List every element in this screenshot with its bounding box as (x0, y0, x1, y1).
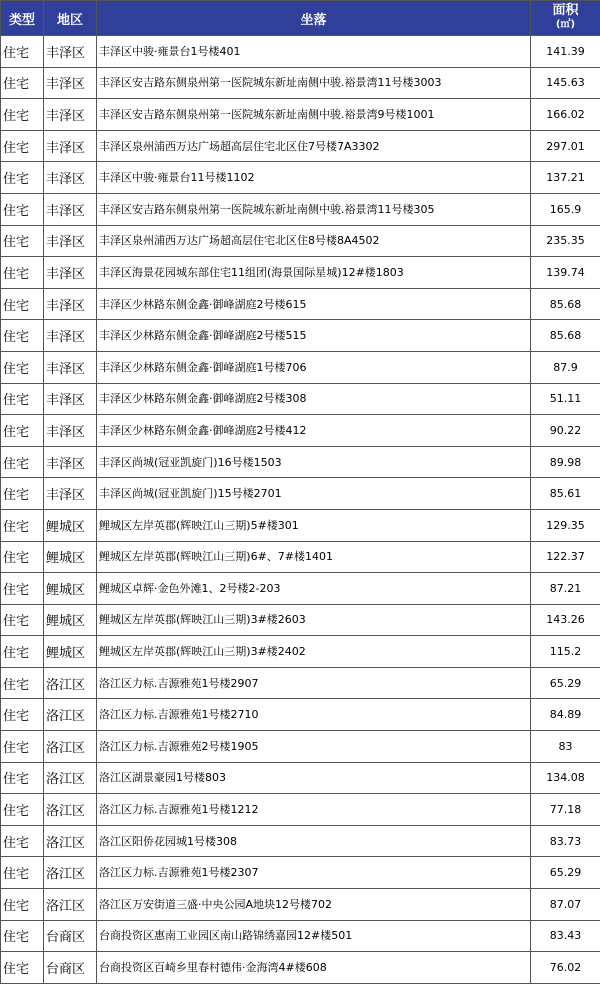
table-row (1, 794, 600, 826)
cell-location: 洛江区力标.吉源雅苑1号楼2710 (97, 699, 531, 731)
table-row (1, 162, 600, 194)
cell-location: 洛江区力标.吉源雅苑1号楼2907 (97, 667, 531, 699)
cell-location: 丰泽区泉州浦西万达广场超高层住宅北区住7号楼7A3302 (97, 130, 531, 162)
cell-type: 住宅 (1, 193, 44, 225)
cell-location: 鲤城区左岸英郡(辉映江山三期)3#楼2402 (97, 636, 531, 668)
cell-location: 鲤城区卓辉·金色外滩1、2号楼2-203 (97, 573, 531, 605)
cell-location: 洛江区力标.吉源雅苑2号楼1905 (97, 731, 531, 763)
cell-area: 65.29 (531, 667, 600, 699)
cell-district: 台商区 (44, 952, 97, 984)
cell-district: 洛江区 (44, 794, 97, 826)
cell-area: 122.37 (531, 541, 600, 573)
cell-location: 丰泽区泉州浦西万达广场超高层住宅北区住8号楼8A4502 (97, 225, 531, 257)
cell-location: 洛江区力标.吉源雅苑1号楼2307 (97, 857, 531, 889)
cell-district: 鲤城区 (44, 573, 97, 605)
table-row (1, 383, 600, 415)
cell-area: 143.26 (531, 604, 600, 636)
cell-area: 87.9 (531, 351, 600, 383)
cell-district: 丰泽区 (44, 288, 97, 320)
cell-district: 洛江区 (44, 825, 97, 857)
cell-district: 丰泽区 (44, 162, 97, 194)
header-location: 坐落 (97, 1, 531, 36)
cell-type: 住宅 (1, 573, 44, 605)
cell-district: 丰泽区 (44, 130, 97, 162)
cell-district: 洛江区 (44, 762, 97, 794)
cell-area: 51.11 (531, 383, 600, 415)
cell-area: 235.35 (531, 225, 600, 257)
header-type: 类型 (1, 1, 44, 36)
table-row (1, 257, 600, 289)
table-row (1, 573, 600, 605)
cell-location: 洛江区阳侨花园城1号楼308 (97, 825, 531, 857)
cell-area: 83 (531, 731, 600, 763)
table-row (1, 193, 600, 225)
cell-area: 89.98 (531, 446, 600, 478)
cell-area: 76.02 (531, 952, 600, 984)
cell-type: 住宅 (1, 225, 44, 257)
cell-type: 住宅 (1, 351, 44, 383)
table-row (1, 446, 600, 478)
cell-location: 丰泽区中骏·雍景台1号楼401 (97, 36, 531, 68)
table-row (1, 130, 600, 162)
cell-district: 丰泽区 (44, 257, 97, 289)
cell-district: 鲤城区 (44, 509, 97, 541)
cell-district: 丰泽区 (44, 225, 97, 257)
cell-area: 90.22 (531, 415, 600, 447)
cell-type: 住宅 (1, 699, 44, 731)
cell-area: 83.73 (531, 825, 600, 857)
cell-location: 台商投资区惠南工业园区南山路锦绣嘉园12#楼501 (97, 920, 531, 952)
cell-type: 住宅 (1, 130, 44, 162)
cell-location: 丰泽区尚城(冠亚凯旋门)16号楼1503 (97, 446, 531, 478)
cell-location: 台商投资区百崎乡里春村德伟·金海湾4#楼608 (97, 952, 531, 984)
cell-type: 住宅 (1, 794, 44, 826)
table-row (1, 36, 600, 68)
cell-area: 87.07 (531, 889, 600, 921)
cell-type: 住宅 (1, 478, 44, 510)
table-row (1, 478, 600, 510)
table-row (1, 952, 600, 984)
header-area-unit: (㎡) (533, 18, 598, 32)
cell-district: 洛江区 (44, 699, 97, 731)
cell-area: 77.18 (531, 794, 600, 826)
cell-location: 洛江区万安街道三盛·中央公园A地块12号楼702 (97, 889, 531, 921)
table-row (1, 604, 600, 636)
cell-district: 台商区 (44, 920, 97, 952)
cell-type: 住宅 (1, 67, 44, 99)
cell-district: 丰泽区 (44, 193, 97, 225)
table-row (1, 857, 600, 889)
cell-location: 鲤城区左岸英郡(辉映江山三期)6#、7#楼1401 (97, 541, 531, 573)
cell-area: 134.08 (531, 762, 600, 794)
cell-type: 住宅 (1, 509, 44, 541)
cell-district: 鲤城区 (44, 636, 97, 668)
cell-area: 141.39 (531, 36, 600, 68)
cell-district: 丰泽区 (44, 99, 97, 131)
table-row (1, 415, 600, 447)
cell-district: 丰泽区 (44, 67, 97, 99)
cell-location: 丰泽区少林路东侧金鑫·御峰湖庭1号楼706 (97, 351, 531, 383)
cell-district: 洛江区 (44, 731, 97, 763)
cell-location: 丰泽区安吉路东侧泉州第一医院城东新址南侧中骏.裕景湾11号楼305 (97, 193, 531, 225)
table-row (1, 351, 600, 383)
header-row (1, 1, 600, 36)
cell-area: 85.68 (531, 288, 600, 320)
cell-type: 住宅 (1, 541, 44, 573)
cell-district: 丰泽区 (44, 351, 97, 383)
cell-district: 丰泽区 (44, 383, 97, 415)
cell-location: 洛江区力标.吉源雅苑1号楼1212 (97, 794, 531, 826)
table-row (1, 636, 600, 668)
cell-location: 丰泽区安吉路东侧泉州第一医院城东新址南侧中骏.裕景湾11号楼3003 (97, 67, 531, 99)
cell-type: 住宅 (1, 952, 44, 984)
table-row (1, 699, 600, 731)
table-row (1, 920, 600, 952)
cell-type: 住宅 (1, 920, 44, 952)
cell-area: 145.63 (531, 67, 600, 99)
cell-district: 鲤城区 (44, 604, 97, 636)
table-row (1, 731, 600, 763)
cell-type: 住宅 (1, 762, 44, 794)
table-row (1, 825, 600, 857)
cell-area: 166.02 (531, 99, 600, 131)
cell-district: 洛江区 (44, 889, 97, 921)
cell-type: 住宅 (1, 889, 44, 921)
cell-area: 85.61 (531, 478, 600, 510)
header-district: 地区 (44, 1, 97, 36)
table-row (1, 667, 600, 699)
cell-type: 住宅 (1, 415, 44, 447)
cell-type: 住宅 (1, 667, 44, 699)
cell-area: 65.29 (531, 857, 600, 889)
table-row (1, 99, 600, 131)
table-row (1, 889, 600, 921)
table-row (1, 541, 600, 573)
cell-location: 丰泽区少林路东侧金鑫·御峰湖庭2号楼412 (97, 415, 531, 447)
header-area-label: 面积 (552, 3, 578, 18)
cell-area: 87.21 (531, 573, 600, 605)
cell-type: 住宅 (1, 288, 44, 320)
cell-location: 丰泽区尚城(冠亚凯旋门)15号楼2701 (97, 478, 531, 510)
table-row (1, 288, 600, 320)
cell-type: 住宅 (1, 36, 44, 68)
cell-type: 住宅 (1, 446, 44, 478)
cell-area: 137.21 (531, 162, 600, 194)
cell-location: 丰泽区海景花园城东部住宅11组团(海景国际星城)12#楼1803 (97, 257, 531, 289)
cell-area: 85.68 (531, 320, 600, 352)
table-row (1, 225, 600, 257)
cell-type: 住宅 (1, 636, 44, 668)
cell-type: 住宅 (1, 857, 44, 889)
cell-district: 洛江区 (44, 667, 97, 699)
cell-area: 165.9 (531, 193, 600, 225)
table-row (1, 320, 600, 352)
cell-area: 83.43 (531, 920, 600, 952)
cell-location: 洛江区湖景豪园1号楼803 (97, 762, 531, 794)
table-body (1, 36, 600, 984)
cell-area: 115.2 (531, 636, 600, 668)
cell-area: 139.74 (531, 257, 600, 289)
cell-district: 洛江区 (44, 857, 97, 889)
cell-location: 丰泽区中骏·雍景台11号楼1102 (97, 162, 531, 194)
cell-type: 住宅 (1, 162, 44, 194)
cell-location: 丰泽区安吉路东侧泉州第一医院城东新址南侧中骏.裕景湾9号楼1001 (97, 99, 531, 131)
cell-type: 住宅 (1, 825, 44, 857)
cell-district: 丰泽区 (44, 478, 97, 510)
cell-location: 丰泽区少林路东侧金鑫·御峰湖庭2号楼615 (97, 288, 531, 320)
cell-district: 丰泽区 (44, 415, 97, 447)
table-row (1, 509, 600, 541)
table-row (1, 67, 600, 99)
cell-location: 鲤城区左岸英郡(辉映江山三期)5#楼301 (97, 509, 531, 541)
cell-district: 丰泽区 (44, 446, 97, 478)
cell-location: 丰泽区少林路东侧金鑫·御峰湖庭2号楼308 (97, 383, 531, 415)
cell-location: 鲤城区左岸英郡(辉映江山三期)3#楼2603 (97, 604, 531, 636)
cell-district: 丰泽区 (44, 320, 97, 352)
cell-type: 住宅 (1, 99, 44, 131)
cell-type: 住宅 (1, 604, 44, 636)
cell-type: 住宅 (1, 731, 44, 763)
cell-type: 住宅 (1, 383, 44, 415)
cell-type: 住宅 (1, 257, 44, 289)
cell-area: 297.01 (531, 130, 600, 162)
cell-district: 丰泽区 (44, 36, 97, 68)
cell-area: 129.35 (531, 509, 600, 541)
cell-area: 84.89 (531, 699, 600, 731)
header-area (531, 1, 600, 36)
cell-location: 丰泽区少林路东侧金鑫·御峰湖庭2号楼515 (97, 320, 531, 352)
table-row (1, 762, 600, 794)
cell-district: 鲤城区 (44, 541, 97, 573)
cell-type: 住宅 (1, 320, 44, 352)
